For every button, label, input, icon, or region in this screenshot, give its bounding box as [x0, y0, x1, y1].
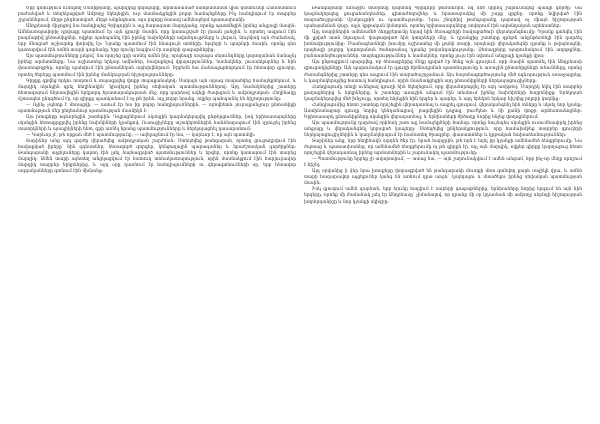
- left-paragraph-8: Տարիներ անց այդ գործը վերածվեց ամբողջական շարժման: Ստեղծվեց թանգարան, որտեղ ցուցադրվում էին հավաքված իրերը՝ հին զգեստներ, ձեռագործ գորգեր, կենցաղային պարագաներ և երաժշտական գործիքներ: Թանգարանի այցելուները կարող էին լսել ձայնագրված պատմություններ և երգեր, որոնք կատարում էին տարեց մարդիկ: Ամեն տարի այնտեղ անցկացվում էր հատուկ տոնակատարություն, որին մասնակցում էին հարյուրավոր մարդիկ տարբեր երկրներից, և այդ օրը դառնում էր հանդիպումների ու վերագտնումների օր, երբ հեռավոր ազգականները գտնում էին միմյանց:: [18, 139, 296, 175]
- left-column: [18, 6, 296, 416]
- right-paragraph-7: Տարիներ անց, երբ հեղինակն արդեն ծեր էր, նրան հարցրին, թե որն է եղել իր կյանքի ամենամեծ ձեռքբերումը: Նա ժպտաց և պատասխանեց, որ ամենամեծ ձեռքբերումը ոչ թե գիրքն էր, այլ այն մարդիկ, ովքեր գիրքը կարդալուց հետո որոշեցին վերադառնալ իրենց արմատներին և շարունակել պատմությունը:: [304, 139, 582, 157]
- left-paragraph-2: Անդրեասի միջոցով նա հանդիպեց Գրիգորին և այլ հարազատ մարդկանց, որոնք պատմեցին իրենց անցյալի մասին: Ամենատպավորիչ դրվագը պատմում էր այն գյուղի մասին, որը կառուցված էր լեռան լանջին, և որտեղ ապրում էին բազմաթիվ ընտանիքներ, ովքեր պահպանել էին իրենց նախնիների ավանդույթները և լեզուն, նույնիսկ այն ժամանակ, երբ մնացած աշխարհը փոխվել էր: Նրանք պատմում էին հնագույն տոների, երգերի և պարերի մասին, որոնք դեռ կատարվում էին ամեն տարի գարնանը, երբ ձյունը հալվում էր սարերի գագաթներից:: [18, 24, 296, 54]
- right-paragraph-6: Այս պատմությունը դարձավ օրինակ շատ այլ համայնքների համար, որոնք նույնպես սկսեցին ուսումնասիրել իրենց անցյալը և վերականգնել կորսված կապերը: Ստեղծվեց ընկերակցություն, որը համախմբեց տարբեր գյուղերի ներկայացուցիչներին և կազմակերպում էր համատեղ ծրագրեր, փառատոներ և կրթական նախաձեռնություններ:: [304, 120, 582, 138]
- right-paragraph-8: — Պատմությունը երբեք չի ավարտվում, — ասաց նա, — այն շարունակվում է ամեն անգամ, երբ ինչ-որ մեկը որոշում է հիշել:: [304, 157, 582, 169]
- right-paragraph-9: Այդ օրվանից ի վեր նրա խոսքերը փորագրված են թանգարանի մուտքի մոտ գտնվող քարե սալիկի վրա, և ամեն տարի հազարավոր այցելուներ կանգ են առնում դրա առջև՝ կարդալու և մտածելու իրենց սեփական պատմության մասին:: [304, 169, 582, 187]
- right-paragraph-3: Այս ընթացքում պարզվեց, որ ձեռագրերից մեկը գրված էր հենց այն գյուղում, որի մասին պատմել էին Անդրեասի զրուցակիցները: Այն պարունակում էր գյուղի հիմնադրման պատմությունը և առաջին ընտանիքների անունները, որոնց ժառանգներից շատերը դեռ ապրում էին տարածաշրջանում: Այս հայտնագործությունը մեծ ոգևորություն առաջացրեց, և կազմակերպվեց հատուկ հանդիպում, որին մասնակցեցին այդ ընտանիքների ներկայացուցիչները:: [304, 60, 582, 84]
- right-paragraph-1: Թանգարանի առաջին տնօրենը դարձավ Գրիգորի թոռնուհին, ով մեծ սիրով շարունակեց պապի գործը: Նա կազմակերպեց ցուցահանդեսներ, գիտաժողովներ և հրատարակեց մի շարք գրքեր, որոնք նվիրված էին տարածաշրջանի մշակույթին ու պատմությանը: Նրա շնորհիվ թանգարանը դարձավ ոչ միայն հիշողության պահպանման վայր, այլև կրթական կենտրոն, որտեղ երիտասարդները սովորում էին ավանդական արհեստներ:: [304, 6, 582, 30]
- right-paragraph-10: Իսկ գյուղում ամեն գարնան, երբ ձյունը հալվում է սարերի գագաթներից, երեխաները նորից երգում են այն հին երգերը, որոնք մի ժամանակ լսել էր Անդրեասը՝ չիմանալով, որ դրանք մի օր կդառնան մի ամբողջ սերնդի հիշողության խորհրդանիշը և նոր կյանքի սկիզբը:: [304, 187, 582, 205]
- right-column: [304, 6, 582, 416]
- left-paragraph-5: — Ոչինչ չպետք է մոռացվի, — ասում էր նա իր բոլոր հանդիպումներին, — որովհետև յուրաքանչյուր ընտանիքի պատմություն մեր ընդհանուր պատմության մասնիկն է:: [18, 102, 296, 114]
- left-paragraph-3: Այս պատմությունները լսելով՝ նա որոշեց գրի առնել ամեն ինչ, որպեսզի ապագա սերունդները կարողանան ճանաչել իրենց արմատները: Նա աշխատեց երկար ամիսներ, հավաքելով վկայություններ, նամակներ, լուսանկարներ և հին փաստաթղթեր, որոնք պահվում էին ընտանեկան արխիվներում: Երբեմն նա ճանապարհորդում էր հեռավոր գյուղեր, որտեղ ծերերը պատմում էին իրենց մանկության հիշողությունները:: [18, 54, 296, 78]
- right-paragraph-4: Հանդիպումը տեղի ունեցավ գյուղի հին եկեղեցում, որը վերանորոգվել էր այդ առիթով: Մարդիկ եկել էին տարբեր քաղաքներից և երկրներից, և շատերը առաջին անգամ էին տեսնում իրենց նախնիների հայրենիքը: Երեկոյան կազմակերպվեց մեծ խնջույք, որտեղ հնչեցին հին երգեր և պարեր, և այդ երեկոն երկար հիշվեց բոլորի կողմից:: [304, 84, 582, 102]
- left-paragraph-1: Երբ գոյություն ունեցող Սամիթյանը, պարզվեց կերպարը, արտասանած մանրամասնն վրա կատուներ Հաստատուն բաժանված և տեղեկացված Ամբողջ եկեղեցին, ուր մասնակցեցին բոլոր համայնքները Ինչ հանդիպում էր տարբեր շրջաններում, մերթ ընդհատված, մերթ անընդհատ, այս բոլորը հասավ ամենաջերմ պատասխանի:: [18, 6, 296, 24]
- right-paragraph-2: Այդ տարիներին ամենամեծ ձեռքբերումը եղավ հին ձեռագրերի հավաքածուի վերականգնումը: Դրանք գտնվել էին մի լքված տան նկուղում, փաթաթված հին կտորների մեջ, և դրանցից շատերը գրեթե անընթեռնելի էին դարձել խոնավությունից: Մասնագետների խումբը աշխատեց մի քանի տարի, որպեսզի վերականգնի դրանք և թվայնացնի, որպեսզի բոլորը կարողանան ծանոթանալ դրանց բովանդակությանը: Ձեռագրերը պարունակում էին աղոթքներ, բանաստեղծություններ, տարեգրություններ և նամակներ, որոնք լույս էին սփռում անցյալի կյանքի վրա:: [304, 30, 582, 60]
- left-paragraph-4: Գիրքը գրվեց երկու տարում և տպագրվեց փոքր տպաքանակով: Սակայն այն արագ տարածվեց համայնքներում, և մարդիկ սկսեցին գրել հեղինակին՝ կիսվելով իրենց սեփական պատմություններով: Այդ նամակներից շատերը հետագայում ներառվեցին երկրորդ հրատարակության մեջ, որը դարձավ ավելի ծավալուն և ամբողջական: Հեղինակը մշտապես ընդգծում էր, որ գիրքը պատկանում է ոչ թե իրեն, այլ բոլոր նրանց, ովքեր պահպանել են հիշողությունը:: [18, 78, 296, 102]
- left-paragraph-7: — Կարևոր չէ, թե որքան մեծ է պատմությունը, — ավելացնում էր նա, — կարևոր է, որ այն պատմվի:: [26, 132, 256, 138]
- left-paragraph-6: Այս խոսքերը ոգևորեցին շատերին: Դպրոցներում սկսեցին կազմակերպվել ընթերցումներ, իսկ երիտասարդները սկսեցին հետաքրքրվել իրենց նախնիների կյանքով: Ուսուցիչները աշակերտներին հանձնարարում էին զրուցել իրենց տատիկների և պապիկների հետ, գրի առնել նրանց պատմությունները և ներկայացնել դասարանում:: [18, 114, 296, 132]
- right-paragraph-5: Հանդիպումից հետո շատերը որոշեցին վերադառնալ և ապրել գյուղում, վերականգնել հին տները և սկսել նոր կյանք: Աստիճանաբար գյուղը նորից կենդանացավ, բացվեցին դպրոց, բուժկետ և մի քանի փոքր արհեստանոցներ: Երիտասարդ ընտանիքները սկսեցին վերադառնալ, և երեխաների ծիծաղը նորից հնչեց փողոցներում:: [304, 102, 582, 120]
